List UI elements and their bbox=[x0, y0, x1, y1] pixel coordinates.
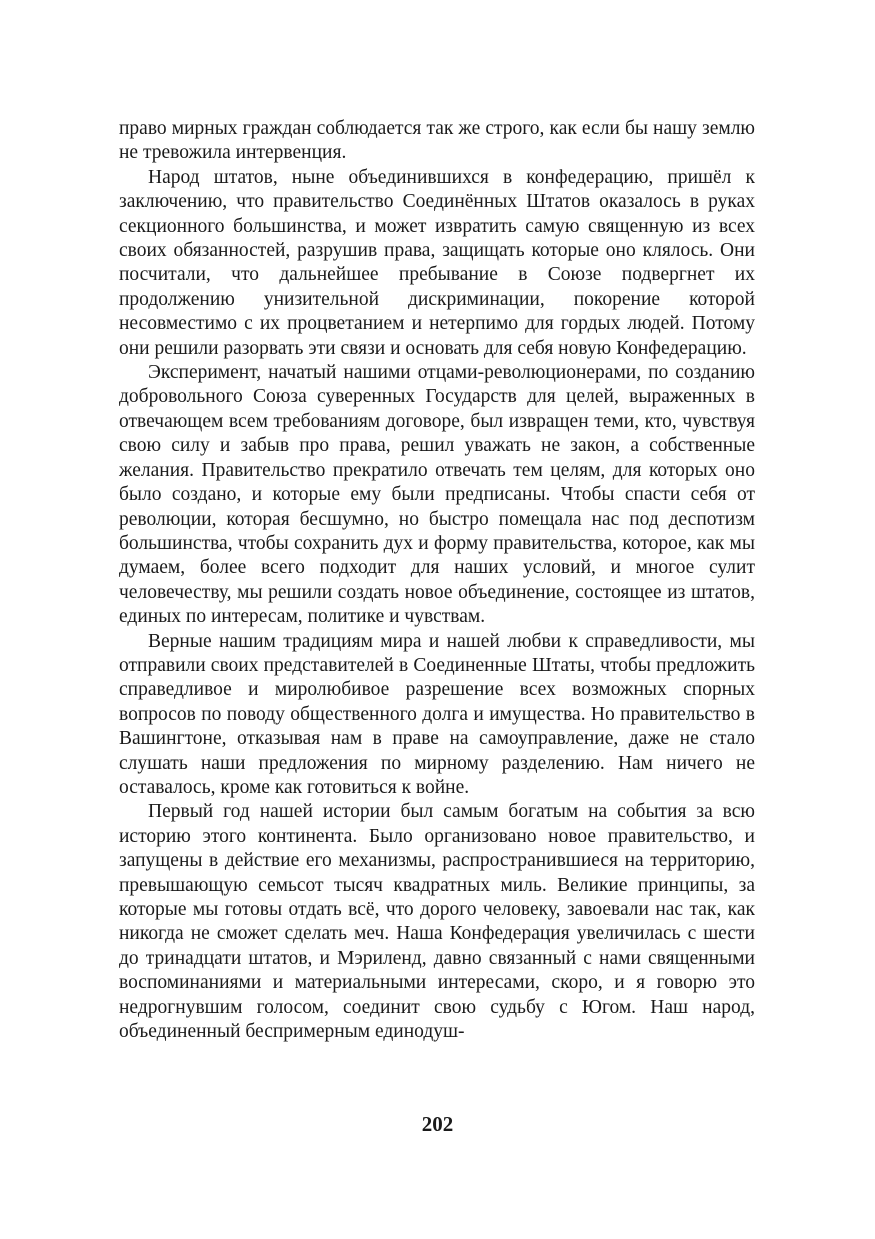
paragraph-4: Верные нашим традициям мира и нашей любви к справедливости, мы отправили своих представителей в Соединенные Штаты, чтобы предложить справедливое и миролюбивое разрешение всех возможных спорных вопросов по поводу общественного долга и имущества. Но правительство в Вашингтоне, отказывая нам в праве на самоуправление, даже не стало слушать наши предложения по мирному разделению. Нам ничего не оставалось, кроме как готовиться к войне. bbox=[119, 630, 755, 798]
body-text bbox=[119, 117, 755, 1044]
page-number: 202 bbox=[421, 1112, 454, 1136]
paragraph-1: право мирных граждан соблюдается так же строго, как если бы нашу землю не тревожила интервенция. bbox=[119, 118, 755, 164]
paragraph-3: Эксперимент, начатый нашими отцами-революционерами, по созданию добровольного Союза суверенных Государств для целей, выраженных в отвечающем всем требованиям договоре, был извращен теми, кто, чувствуя свою силу и забыв про права, решил уважать не закон, а собственные желания. Правительство прекратило отвечать тем целям, для которых оно было создано, и которые ему были предписаны. Чтобы спасти себя от революции, которая бесшумно, но быстро помещала нас под деспотизм большинства, чтобы сохранить дух и форму правительства, которое, как мы думаем, более всего подходит для наших условий, и многое сулит человечеству, мы решили создать новое объединение, состоящее из штатов, единых по интересам, политике и чувствам. bbox=[119, 362, 755, 628]
paragraph-2: Народ штатов, ныне объединившихся в конфедерацию, пришёл к заключению, что правительство Соединённых Штатов оказалось в руках секционного большинства, и может извратить самую священную из всех своих обязанностей, разрушив права, защищать которые оно клялось. Они посчитали, что дальнейшее пребывание в Союзе подвергнет их продолжению унизительной дискриминации, покорение которой несовместимо с их процветанием и нетерпимо для гордых людей. Потому они решили разорвать эти связи и основать для себя новую Конфедерацию. bbox=[119, 166, 755, 359]
paragraph-5: Первый год нашей истории был самым богатым на события за всю историю этого континента. Было организовано новое правительство, и запущены в действие его механизмы, распространившиеся на территорию, превышающую семьсот тысяч квадратных миль. Великие принципы, за которые мы готовы отдать всё, что дорого человеку, завоевали нас так, как никогда не сможет сделать меч. Наша Конфедерация увеличилась с шести до тринадцати штатов, и Мэриленд, давно связанный с нами священными воспоминаниями и материальными интересами, скоро, и я говорю это недрогнувшим голосом, соединит свою судьбу с Югом. Наш народ, объединенный беспримерным единодуш- bbox=[119, 801, 755, 1043]
